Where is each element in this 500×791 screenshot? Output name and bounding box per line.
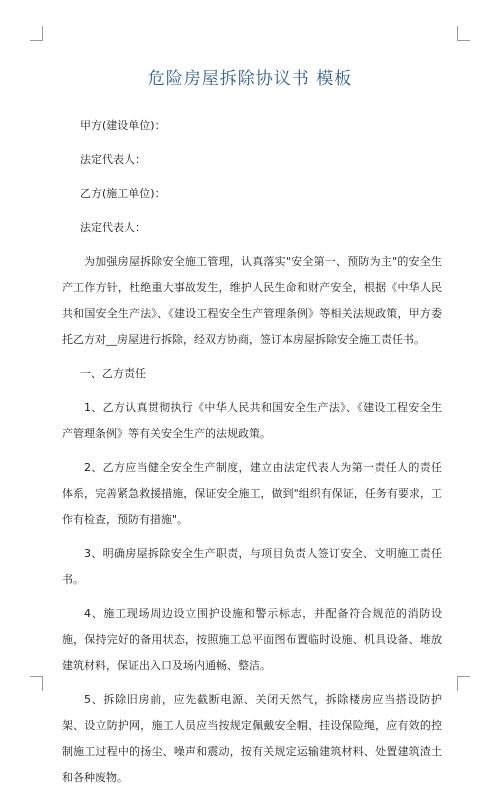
party-b-label: 乙方(施工单位)：	[80, 187, 166, 200]
crop-mark-top-left	[30, 26, 43, 41]
document-body	[62, 113, 442, 791]
intro-paragraph: 为加强房屋拆除安全施工管理，认真落实"安全第一、预防为主"的安全生产工作方针，杜绝重大事故发生，维护人民生命和财产安全，根据《中华人民共和国安全生产法》、《建设工程安全生产管理条例》等相关法规政策，甲方委托乙方对__房屋进行拆除，经双方协商，签订本房屋拆除安全施工责任书。	[62, 255, 442, 346]
clause-5: 5、拆除旧房前，应先截断电源、关闭天然气，拆除楼房应当搭设防护架、设立防护网，施工人员应当按规定佩戴安全帽、挂设保险绳，应有效的控制施工过程中的扬尘、噪声和震动，按有关规定运输建筑材料、处置建筑渣土和各种废物。	[62, 693, 442, 784]
crop-mark-bottom-right	[457, 676, 470, 691]
clause-3: 3、明确房屋拆除安全生产职责，与项目负责人签订安全、文明施工责任书。	[62, 547, 442, 586]
rep-b-label: 法定代表人：	[80, 221, 146, 234]
document-title: 危险房屋拆除协议书 模板	[147, 69, 353, 89]
crop-mark-top-right	[457, 26, 470, 41]
crop-mark-bottom-left	[30, 676, 43, 691]
clause-2: 2、乙方应当健全安全生产制度，建立由法定代表人为第一责任人的责任体系，完善紧急救援措施，保证安全施工，做到"组织有保证，任务有要求，工作有检查，预防有措施"。	[62, 461, 442, 526]
party-a-label: 甲方(建设单位)：	[80, 119, 166, 132]
rep-a-label: 法定代表人：	[80, 153, 146, 166]
clause-1: 1、乙方认真贯彻执行《中华人民共和国安全生产法》、《建设工程安全生产管理条例》等有关安全生产的法规政策。	[62, 401, 442, 440]
section-heading: 一、乙方责任	[80, 367, 146, 380]
clause-4: 4、施工现场周边设立围护设施和警示标志，并配备符合规范的消防设施，保持完好的备用状态，按照施工总平面图布置临时设施、机具设备、堆放建筑材料，保证出入口及场内通畅、整洁。	[62, 607, 442, 672]
